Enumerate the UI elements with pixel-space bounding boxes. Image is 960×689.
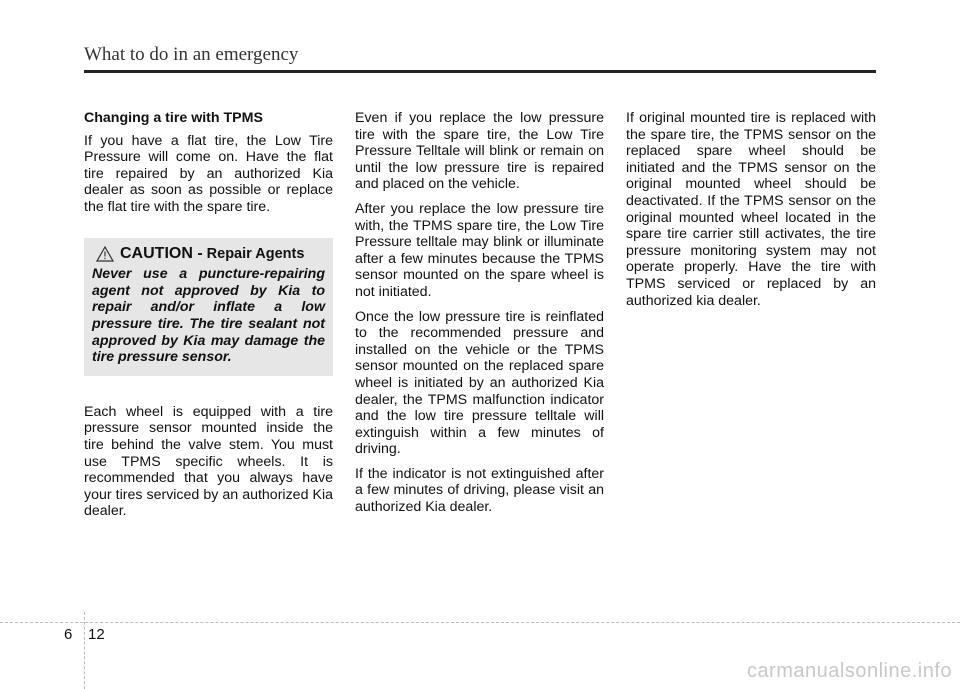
warning-triangle-icon	[96, 246, 114, 262]
caution-box	[84, 238, 333, 376]
paragraph: If the indicator is not extinguished after a few minutes of driving, please visit an authorized Kia dealer.	[355, 465, 604, 516]
subheading: Changing a tire with TPMS	[84, 110, 263, 126]
column-1	[84, 110, 333, 528]
section-title: What to do in an emergency	[84, 44, 299, 65]
caution-sublabel: Repair Agents	[206, 245, 305, 262]
paragraph: Each wheel is equipped with a tire pressure sensor mounted inside the tire behind the valve stem. You must use TPMS specific wheels. It is recommended that you always have your tires serviced by an authorized Kia dealer.	[84, 403, 333, 520]
paragraph: Once the low pressure tire is reinflated to the recommended pressure and installed on the vehicle or the TPMS sensor mounted on the replaced spare wheel is initiated by an authorized Kia dealer, the TPMS malfunction indicator and the low tire pressure telltale will extinguish within a few minutes of driving.	[355, 308, 604, 458]
paragraph: If you have a flat tire, the Low Tire Pressure will come on. Have the flat tire repaired by an authorized Kia dealer as soon as possible or replace the flat tire with the spare tire.	[84, 132, 333, 215]
header-rule	[84, 70, 876, 73]
paragraph: If original mounted tire is replaced with the spare tire, the TPMS sensor on the replaced spare wheel should be initiated and the TPMS sensor on the original mounted wheel should be deactivated. If the TPMS sensor on the original mounted wheel located in the spare tire carrier still activates, the tire pressure monitoring system may not operate properly. Have the tire with TPMS serviced or replaced by an authorized kia dealer.	[626, 110, 876, 309]
footer-rule	[0, 622, 960, 623]
watermark: carmanualsonline.info	[746, 660, 952, 682]
caution-body: Never use a puncture-repairing agent not approved by Kia to repair and/or inflate a low pressure tire. The tire sealant not approved by Kia may damage the tire pressure sensor.	[92, 266, 325, 366]
paragraph: Even if you replace the low pressure tire with the spare tire, the Low Tire Pressure Telltale will blink or remain on until the low pressure tire is repaired and placed on the vehicle.	[355, 110, 604, 193]
chapter-number: 6	[64, 626, 73, 643]
caution-label: CAUTION -	[120, 244, 203, 262]
paragraph: After you replace the low pressure tire with, the TPMS spare tire, the Low Tire Pressure telltale may blink or illuminate after a few minutes because the TPMS sensor mounted on the spare wheel is not initiated.	[355, 200, 604, 300]
caution-title	[92, 246, 325, 263]
footer-divider	[84, 612, 85, 689]
column-3	[626, 110, 876, 317]
page-number: 12	[88, 626, 105, 643]
column-2	[355, 110, 604, 524]
